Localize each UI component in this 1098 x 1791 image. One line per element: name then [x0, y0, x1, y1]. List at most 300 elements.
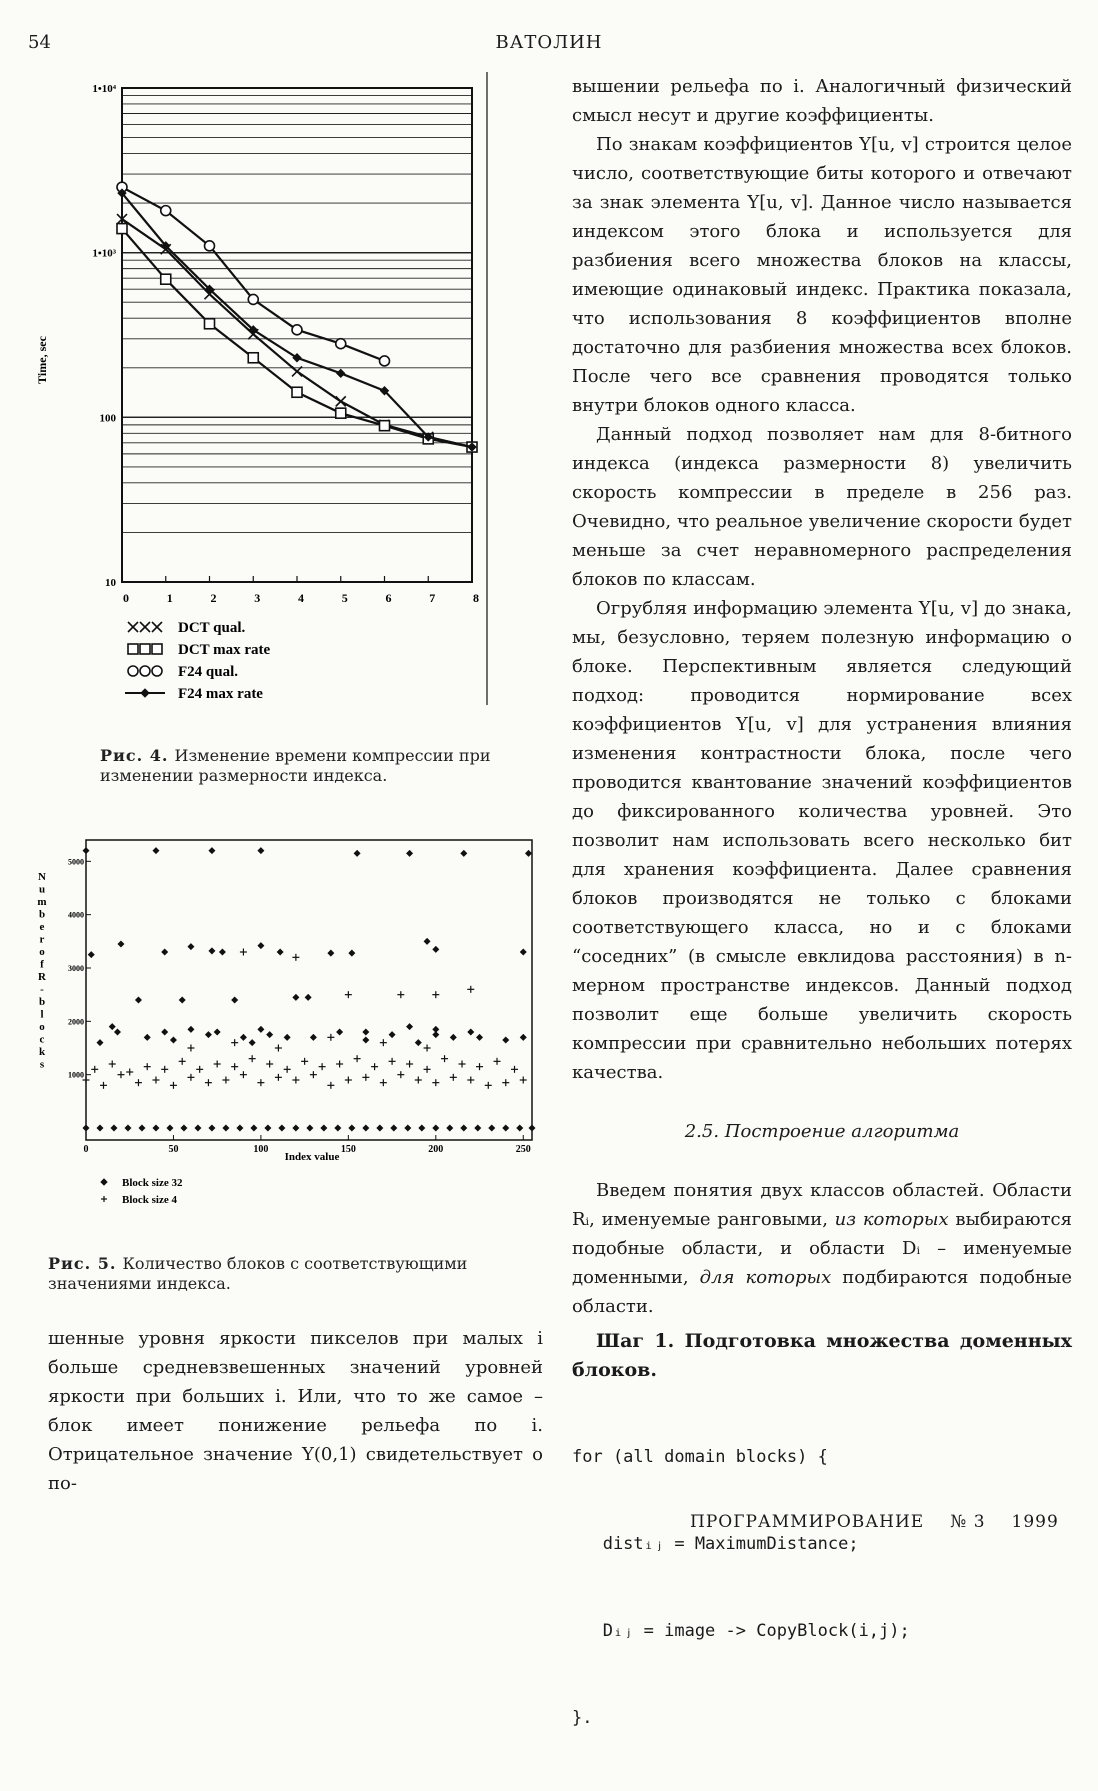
marker-shape [241, 1035, 247, 1041]
data-point [266, 1061, 273, 1068]
marker-shape [380, 421, 390, 431]
marker-shape [83, 1125, 89, 1131]
data-point [468, 1029, 474, 1035]
data-point [461, 851, 467, 857]
marker-shape [111, 1125, 117, 1131]
section-title: 2.5. Построение алгоритма [684, 1121, 960, 1142]
data-point [327, 1082, 334, 1089]
marker-shape [83, 848, 89, 854]
data-point [517, 1125, 523, 1131]
data-point [363, 1029, 369, 1035]
marker-shape [529, 1125, 535, 1131]
data-point [419, 1125, 425, 1131]
legend-label: F24 qual. [178, 664, 239, 680]
data-point [345, 1077, 352, 1084]
y-tick-label: 5000 [68, 857, 84, 867]
data-point [139, 1125, 145, 1131]
marker-shape [152, 644, 162, 654]
marker-shape [248, 353, 258, 363]
data-point [195, 1125, 201, 1131]
data-point [327, 1034, 334, 1041]
marker-shape [195, 1125, 201, 1131]
legend-marker [152, 622, 162, 632]
data-point [214, 1029, 220, 1035]
data-point [126, 1069, 133, 1076]
marker-shape [258, 848, 264, 854]
marker-shape [433, 1032, 439, 1038]
x-tick-label: 100 [253, 1144, 269, 1155]
data-point [152, 1077, 159, 1084]
marker-shape [433, 947, 439, 953]
data-point [162, 1029, 168, 1035]
running-title: ВАТОЛИН [495, 32, 603, 53]
data-point [97, 1125, 103, 1131]
data-point [241, 1035, 247, 1041]
marker-shape [503, 1037, 509, 1043]
paragraph-2: По знакам коэффициентов Y[u, v] строится целое число, соответствующие биты которого и отвечают за знак элемента Y[u, v]. Данное число называется индексом этого блока и используется для разбиения всего множества блоков на классы, имеющие одинаковый индекс. Практика показала, что использования 8 коэффициентов вполне достаточно для разбиения множества всех блоков. После чего все сравнения проводятся только внутри блоков одного класса. [572, 134, 1072, 416]
data-point [275, 1045, 282, 1052]
plot-frame [86, 840, 532, 1140]
marker-shape [232, 997, 238, 1003]
data-point [237, 1125, 243, 1131]
step-title: Шаг 1. Подготовка множества доменных блоков. [572, 1330, 1072, 1381]
marker-shape [433, 1125, 439, 1131]
x-tick-label: 150 [340, 1144, 356, 1155]
legend [101, 1177, 183, 1206]
marker-shape [405, 1125, 411, 1131]
marker-shape [389, 1032, 395, 1038]
data-point [363, 1037, 369, 1043]
marker-shape [205, 241, 215, 251]
data-point [257, 1079, 264, 1086]
data-point [311, 1035, 317, 1041]
marker-shape [153, 848, 159, 854]
p5-text: подбираются подобные области. [572, 1267, 1072, 1317]
data-point [321, 1125, 327, 1131]
legend-marker [128, 644, 138, 654]
data-point [118, 941, 124, 947]
data-point [397, 991, 404, 998]
data-point [258, 848, 264, 854]
scatter-points [83, 848, 535, 1131]
right-column [572, 72, 1072, 1791]
marker-shape [407, 851, 413, 857]
data-point [97, 1040, 103, 1046]
data-point [205, 319, 215, 329]
y-tick-label: 3000 [68, 964, 84, 973]
figure-4-caption-text: Изменение времени компрессии при изменении размерности индекса. [100, 746, 491, 785]
data-point [162, 949, 168, 955]
data-point [335, 1125, 341, 1131]
series-line [122, 193, 472, 447]
marker-shape [380, 356, 390, 366]
data-point [144, 1063, 151, 1070]
data-point [231, 1039, 238, 1046]
marker-shape [140, 644, 150, 654]
marker-shape [117, 224, 127, 234]
data-point [209, 848, 215, 854]
data-point [267, 1032, 273, 1038]
legend-marker [101, 1179, 107, 1185]
data-point [109, 1024, 115, 1030]
paragraph-5 [572, 1176, 1072, 1321]
y-label-letter: b [38, 996, 46, 1008]
data-point [485, 1082, 492, 1089]
data-point [529, 1125, 535, 1131]
y-tick-label: 10 [105, 577, 116, 589]
marker-shape [181, 1125, 187, 1131]
y-label-letter: s [39, 1058, 45, 1071]
data-point [144, 1035, 150, 1041]
legend-item [101, 1177, 183, 1189]
marker-shape [139, 1125, 145, 1131]
y-tick-labels [92, 83, 116, 589]
data-point [88, 952, 94, 958]
marker-shape [209, 1125, 215, 1131]
data-point [520, 1035, 526, 1041]
journal-name: ПРОГРАММИРОВАНИЕ [690, 1512, 925, 1532]
marker-shape [526, 851, 532, 857]
marker-shape [171, 1037, 177, 1043]
data-point [284, 1035, 290, 1041]
series-1 [83, 848, 531, 1046]
data-point [293, 995, 299, 1001]
marker-shape [249, 1040, 255, 1046]
marker-shape [520, 949, 526, 955]
y-tick-label: 1•10⁴ [92, 83, 116, 95]
marker-shape [416, 1040, 422, 1046]
figure-4-time-chart [0, 60, 500, 720]
y-label-letter: f [40, 958, 44, 971]
data-point [249, 1055, 256, 1062]
x-tick-label: 1 [166, 591, 173, 605]
marker-shape [220, 949, 226, 955]
legend-label: DCT max rate [178, 642, 271, 658]
marker-shape [477, 1035, 483, 1041]
data-point [337, 1029, 343, 1035]
data-point [109, 1061, 116, 1068]
legend-label: Block size 4 [122, 1194, 177, 1206]
p5-emph: для которых [699, 1267, 832, 1288]
data-point [459, 1061, 466, 1068]
legend-marker [101, 1196, 107, 1202]
data-point [310, 1071, 317, 1078]
data-point [377, 1125, 383, 1131]
series-line [122, 229, 472, 447]
data-point [397, 1071, 404, 1078]
data-point [171, 1037, 177, 1043]
p5-emph: из которых [834, 1209, 949, 1230]
y-label-letter: r [39, 933, 45, 946]
marker-shape [258, 943, 264, 949]
legend-item [128, 642, 271, 658]
marker-shape [328, 950, 334, 956]
marker-shape [167, 1125, 173, 1131]
data-point [380, 356, 390, 366]
code-block [572, 1385, 1072, 1791]
legend-marker [152, 644, 162, 654]
y-tick-labels [68, 857, 91, 1079]
left-column [48, 1324, 543, 1498]
marker-shape [461, 1125, 467, 1131]
legend [125, 620, 271, 702]
marker-shape [419, 1125, 425, 1131]
legend-marker [140, 644, 150, 654]
marker-shape [223, 1125, 229, 1131]
marker-shape [517, 1125, 523, 1131]
marker-shape [305, 995, 311, 1001]
marker-shape [468, 1029, 474, 1035]
data-point [167, 1125, 173, 1131]
data-point [380, 421, 390, 431]
series-2 [83, 949, 527, 1089]
data-point [277, 949, 283, 955]
data-point [209, 948, 215, 954]
marker-shape [97, 1125, 103, 1131]
data-point [179, 997, 185, 1003]
data-point [433, 947, 439, 953]
figure-5-caption-text: Количество блоков с соответствующими значениями индекса. [48, 1254, 468, 1293]
marker-shape [321, 1125, 327, 1131]
data-point [307, 1125, 313, 1131]
marker-shape [188, 944, 194, 950]
marker-shape [363, 1029, 369, 1035]
figure-5-label: Рис. 5. [48, 1254, 117, 1273]
marker-shape [284, 1035, 290, 1041]
marker-shape [161, 274, 171, 284]
marker-shape [267, 1032, 273, 1038]
y-label-letter: R [38, 971, 46, 983]
data-point [301, 1058, 308, 1065]
x-tick-label: 5 [341, 591, 348, 605]
data-point [206, 1032, 212, 1038]
data-point [441, 1055, 448, 1062]
data-point [450, 1074, 457, 1081]
data-point [83, 1125, 89, 1131]
x-tick-label: 50 [168, 1144, 179, 1155]
marker-shape [97, 1040, 103, 1046]
data-point [111, 1125, 117, 1131]
y-label-letter: o [39, 946, 45, 958]
data-point [337, 369, 345, 377]
marker-shape [337, 1029, 343, 1035]
y-label-letter: b [38, 908, 46, 921]
marker-shape [354, 851, 360, 857]
marker-shape [293, 1125, 299, 1131]
data-point [265, 1125, 271, 1131]
data-point [467, 1077, 474, 1084]
legend-item [128, 620, 246, 636]
data-point [450, 1035, 456, 1041]
marker-shape [292, 325, 302, 335]
data-point [240, 1071, 247, 1078]
marker-shape [144, 1035, 150, 1041]
data-point [503, 1125, 509, 1131]
data-point [362, 1074, 369, 1081]
x-tick-label: 3 [254, 591, 261, 605]
code-line: distᵢⱼ = MaximumDistance; [572, 1534, 859, 1554]
code-line: for (all domain blocks) { [572, 1447, 828, 1467]
marker-shape [336, 408, 346, 418]
legend-item [128, 664, 238, 680]
data-point [188, 1027, 194, 1033]
marker-shape [115, 1029, 121, 1035]
marker-shape [140, 666, 150, 676]
data-point [187, 1045, 194, 1052]
data-point [153, 1125, 159, 1131]
data-point [205, 1079, 212, 1086]
marker-shape [141, 689, 149, 697]
marker-shape [292, 387, 302, 397]
y-label-letter: e [39, 921, 45, 933]
figure-5-caption [48, 1254, 548, 1294]
marker-shape [520, 1035, 526, 1041]
marker-shape [475, 1125, 481, 1131]
data-point [258, 943, 264, 949]
data-point [502, 1079, 509, 1086]
data-point [220, 949, 226, 955]
legend-label: Block size 32 [122, 1177, 183, 1189]
marker-shape [188, 1027, 194, 1033]
marker-shape [335, 1125, 341, 1131]
y-label-letter: k [38, 1046, 46, 1058]
data-point [248, 294, 258, 304]
data-point [475, 1125, 481, 1131]
marker-shape [293, 995, 299, 1001]
marker-shape [363, 1125, 369, 1131]
data-point [432, 991, 439, 998]
code-line: }. [572, 1708, 593, 1728]
marker-shape [205, 319, 215, 329]
legend-marker [141, 689, 149, 697]
marker-shape [279, 1125, 285, 1131]
data-point [407, 1024, 413, 1030]
data-point [125, 1125, 131, 1131]
marker-shape [136, 997, 142, 1003]
legend-marker [140, 666, 150, 676]
y-label-letter: c [39, 1033, 45, 1046]
data-point [100, 1082, 107, 1089]
marker-shape [109, 1024, 115, 1030]
data-point [424, 1066, 431, 1073]
data-point [349, 1125, 355, 1131]
figure-4-label: Рис. 4. [100, 746, 169, 765]
data-point [117, 1071, 124, 1078]
data-point [447, 1125, 453, 1131]
data-point [380, 1079, 387, 1086]
marker-shape [407, 1024, 413, 1030]
data-point [526, 851, 532, 857]
data-point [433, 1032, 439, 1038]
data-point [477, 1035, 483, 1041]
y-tick-label: 4000 [68, 910, 84, 920]
y-tick-label: 1•10³ [92, 247, 116, 260]
series-4 [118, 189, 476, 451]
data-point [305, 995, 311, 1001]
marker-shape [125, 1125, 131, 1131]
paragraph-4: Огрубляя информацию элемента Y[u, v] до знака, мы, безусловно, теряем полезную информацию о блоке. Перспективным является следующий подход: проводится нормирование всех коэффициентов Y[u, v] для устранения влияния изменения контрастности блока, после чего проводится квантование значений коэффициентов до фиксированного количества уровней. Это позволит нам использовать всего несколько бит для хранения коэффициента. Далее сравнения блоков производятся не только с блоками соответствующего класса, но и с блоками “соседних” (в смысле евклидова расстояния) в n-мерном пространстве индексов. Данный подход позволит еще больше увеличить скорость компрессии при сравнительно небольших потерях качества. [572, 598, 1072, 1083]
legend-item [101, 1194, 177, 1206]
paragraph-3: Данный подход позволяет нам для 8-битного индекса (индекса размерности 8) увеличить скорость компрессии в пределе в 256 раз. Очевидно, что реальное увеличение скорости будет меньше за счет неравномерного распределения блоков по классам. [572, 424, 1072, 590]
year: 1999 [1011, 1512, 1059, 1532]
data-point [205, 241, 215, 251]
data-point [83, 848, 89, 854]
x-tick-label: 0 [83, 1144, 89, 1155]
x-tick-label: 7 [429, 591, 436, 605]
data-point [275, 1074, 282, 1081]
data-point [432, 1079, 439, 1086]
data-point [91, 1066, 98, 1073]
marker-shape [118, 941, 124, 947]
data-point [494, 1058, 501, 1065]
y-label-letter: o [39, 1021, 45, 1033]
data-point [391, 1125, 397, 1131]
data-point [292, 387, 302, 397]
code-line: Dᵢⱼ = image -> CopyBlock(i,j); [572, 1621, 910, 1641]
data-point [328, 950, 334, 956]
series-3 [83, 1125, 535, 1131]
marker-shape [237, 1125, 243, 1131]
data-point [136, 997, 142, 1003]
y-tick-label: 1000 [68, 1070, 84, 1080]
data-point [179, 1058, 186, 1065]
marker-shape [277, 949, 283, 955]
data-point [292, 1077, 299, 1084]
data-point [336, 339, 346, 349]
data-point [196, 1066, 203, 1073]
data-point [349, 950, 355, 956]
marker-shape [128, 644, 138, 654]
data-point [293, 1125, 299, 1131]
x-tick-label: 2 [210, 591, 217, 605]
x-tick-labels [122, 576, 479, 605]
marker-shape [503, 1125, 509, 1131]
data-point [511, 1066, 518, 1073]
data-point [354, 1055, 361, 1062]
marker-shape [179, 997, 185, 1003]
data-point [170, 1082, 177, 1089]
legend-marker [152, 666, 162, 676]
data-point [461, 1125, 467, 1131]
data-point [336, 408, 346, 418]
marker-shape [101, 1179, 107, 1185]
data-point [223, 1125, 229, 1131]
marker-shape [447, 1125, 453, 1131]
paragraph-1: вышении рельефа по i. Аналогичный физический смысл несут и другие коэффициенты. [572, 76, 1072, 126]
p5-text: Введем понятия двух классов областей. Области Rᵢ, именуемые ранговыми, [572, 1180, 1072, 1230]
data-point [279, 1125, 285, 1131]
issue-number: № 3 [950, 1512, 986, 1532]
marker-shape [258, 1027, 264, 1033]
y-label-letter: - [40, 983, 44, 996]
data-point [424, 1045, 431, 1052]
data-point [467, 986, 474, 993]
x-tick-label: 4 [298, 591, 304, 605]
data-point [292, 954, 299, 961]
data-point [389, 1032, 395, 1038]
marker-shape [209, 948, 215, 954]
x-tick-label: 0 [123, 591, 129, 605]
data-point [258, 1027, 264, 1033]
data-point [249, 1040, 255, 1046]
marker-shape [311, 1035, 317, 1041]
data-point [214, 1061, 221, 1068]
y-axis-label: Time, sec [35, 336, 49, 384]
marker-shape [251, 1125, 257, 1131]
footer [690, 1512, 1085, 1532]
marker-shape [88, 952, 94, 958]
data-point [209, 1125, 215, 1131]
